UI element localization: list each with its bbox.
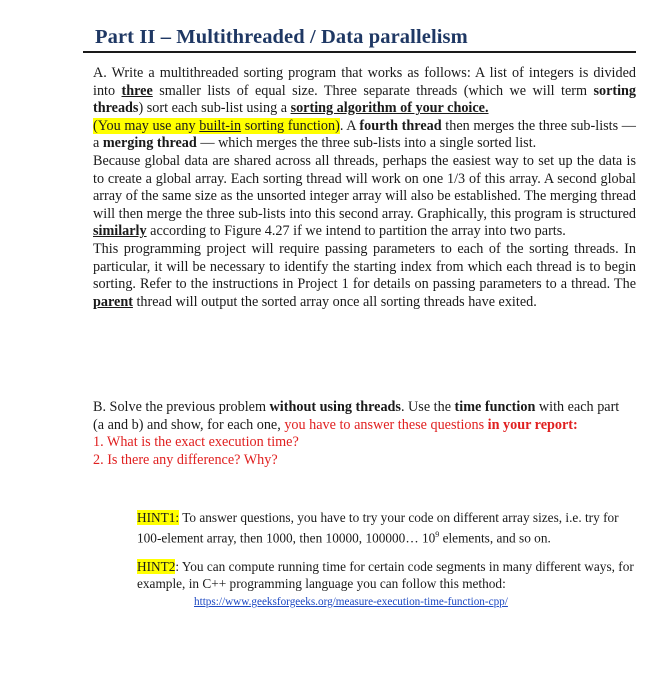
part-a-text: then merges the three sub-lists — a xyxy=(93,117,636,152)
emph-sorting-threads: sorting threads xyxy=(93,82,637,117)
part-a-paragraph-2: Because global data are shared across all threads, perhaps the easiest way to set up the data is to create a global array. Each sorting thread will work on one 1/3 of this array. A second global array of the same size as the unsorted integer array will also be established. The merging thread will then merge the three sub-lists into this second array. Graphically, this program is structured xyxy=(93,152,636,222)
red-instruction: you have to answer these questions xyxy=(284,416,488,433)
emph-fourth-thread: fourth thread xyxy=(359,117,442,134)
part-b-text: with each part (a and b) and show, for each one, xyxy=(93,399,620,433)
part-a-text: ) sort each sub-list using a xyxy=(138,100,291,117)
question-1: 1. What is the exact execution time? xyxy=(93,434,299,451)
emph-time-function: time function xyxy=(454,399,536,415)
hint-1-text: To answer questions, you have to try your code on different array sizes, i.e. try for 100-element array, then 1000, then 10000, 100000… 10 xyxy=(137,510,619,546)
reference-link[interactable]: https://www.geeksforgeeks.org/measure-execution-time-function-cpp/ xyxy=(194,596,508,608)
part-b xyxy=(93,399,628,469)
hint-1-label: HINT1: xyxy=(137,510,180,525)
hint-2-text: : You can compute running time for certain code segments in many different ways, for example, in C++ programming language you can follow this method: xyxy=(137,559,634,591)
part-a xyxy=(93,65,636,311)
emph-built-in: built-in xyxy=(199,117,242,134)
red-instruction-bold: in your report: xyxy=(487,416,578,433)
highlight-builtin-note: (You may use any built-in sorting function) xyxy=(93,117,340,134)
part-a-text: A. Write a multithreaded sorting program that works as follows: A list of integers is divided into xyxy=(93,65,636,99)
part-a-text: — which merges the three sub-lists into a single sorted list. xyxy=(196,135,537,152)
hint-2-label: HINT2 xyxy=(137,559,176,574)
part-b-text: B. Solve the previous problem xyxy=(93,399,270,415)
exponent: 9 xyxy=(435,530,440,539)
heading-rule xyxy=(83,51,636,53)
part-a-text: according to Figure 4.27 if we intend to partition the array into two parts. xyxy=(146,223,566,240)
section-heading: Part II – Multithreaded / Data parallelism xyxy=(95,26,468,48)
hint-1-text-end: elements, and so on. xyxy=(439,530,551,546)
hint-2 xyxy=(137,558,635,611)
emph-sorting-algorithm: sorting algorithm of your choice. xyxy=(290,100,489,117)
emph-without-threads: without using threads xyxy=(269,399,401,415)
part-a-text: smaller lists of equal size. Three separate threads (which we will term xyxy=(152,82,594,99)
emph-parent: parent xyxy=(93,293,133,310)
emph-similarly: similarly xyxy=(93,223,147,240)
emph-merging-thread: merging thread xyxy=(102,135,197,152)
emph-three: three xyxy=(121,82,153,99)
part-a-paragraph-3: This programming project will require passing parameters to each of the sorting threads. In particular, it will be necessary to identify the starting index from which each thread is to begin sorting. Refer to the instructions in Project 1 for details on passing parameters to a thread. The xyxy=(93,240,636,293)
part-a-text: . A xyxy=(339,117,360,134)
hint-1 xyxy=(137,509,635,546)
part-a-text: thread will output the sorted array once all sorting threads have exited. xyxy=(132,293,537,310)
question-2: 2. Is there any difference? Why? xyxy=(93,451,278,468)
part-b-text: . Use the xyxy=(400,399,455,415)
